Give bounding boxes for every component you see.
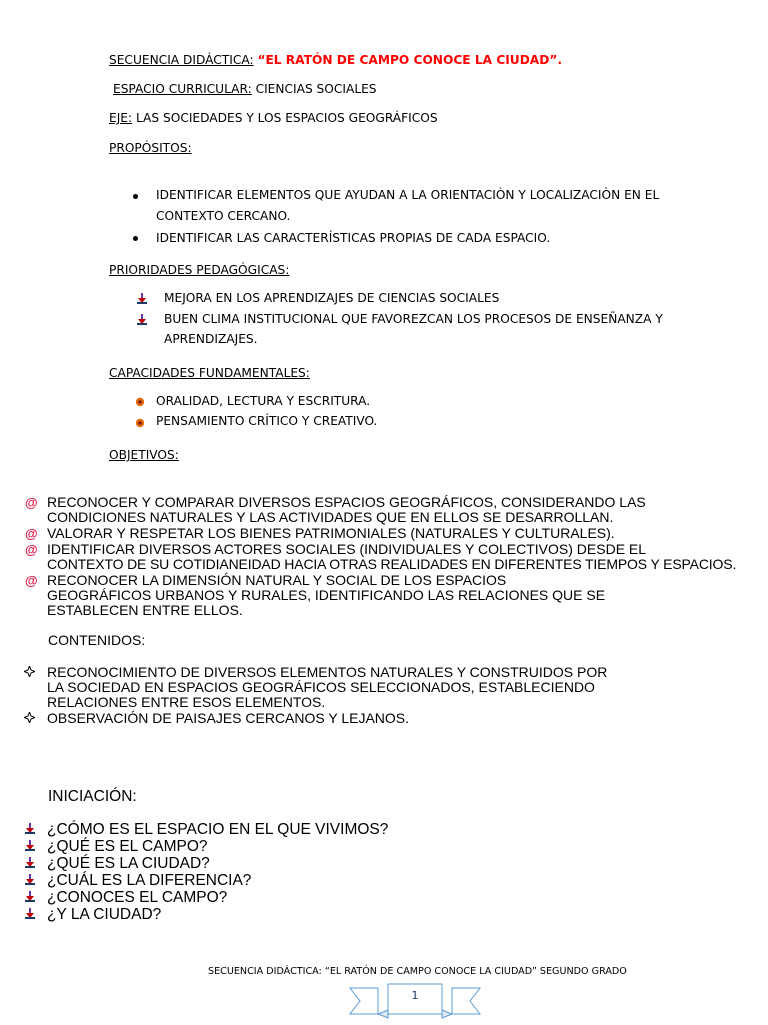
- contenido-line: LA SOCIEDAD EN ESPACIOS GEOGRÁFICOS SELECCIONADOS, ESTABLECIENDO: [47, 679, 595, 695]
- title-value: “EL RATÓN DE CAMPO CONOCE LA CIUDAD”.: [257, 53, 562, 67]
- contenido-line: RELACIONES ENTRE ESOS ELEMENTOS.: [47, 694, 326, 710]
- at-sign-icon: @: [25, 542, 38, 557]
- eje: [109, 111, 438, 125]
- page-number: 1: [411, 989, 419, 1002]
- arrow-pointer-icon: [25, 823, 35, 834]
- arrow-pointer-icon: [25, 891, 35, 902]
- arrow-pointer-icon: [25, 874, 35, 885]
- arrow-pointer-icon: [137, 314, 147, 325]
- objetivo-line: RECONOCER Y COMPARAR DIVERSOS ESPACIOS GEOGRÁFICOS, CONSIDERANDO LAS: [47, 494, 646, 510]
- objetivo-line: IDENTIFICAR DIVERSOS ACTORES SOCIALES (INDIVIDUALES Y COLECTIVOS) DESDE EL: [47, 541, 647, 557]
- iniciacion-question: ¿CONOCES EL CAMPO?: [47, 889, 228, 906]
- prioridad-item: MEJORA EN LOS APRENDIZAJES DE CIENCIAS SOCIALES: [164, 291, 500, 305]
- objetivo-line: ESTABLECEN ENTRE ELLOS.: [47, 602, 243, 618]
- arrow-pointer-icon: [137, 293, 147, 304]
- iniciacion-question: ¿CUÁL ES LA DIFERENCIA?: [47, 872, 252, 889]
- round-bullet-icon: [133, 236, 138, 241]
- iniciacion-question: ¿CÓMO ES EL ESPACIO EN EL QUE VIVIMOS?: [47, 821, 389, 838]
- eje-value: LAS SOCIEDADES Y LOS ESPACIOS GEOGRÁFICOS: [132, 111, 438, 125]
- capacidades-heading: CAPACIDADES FUNDAMENTALES:: [109, 366, 310, 380]
- at-sign-icon: @: [25, 526, 38, 541]
- objetivo-line: GEOGRÁFICOS URBANOS Y RURALES, IDENTIFICANDO LAS RELACIONES QUE SE: [47, 587, 606, 603]
- objetivo-line: RECONOCER LA DIMENSIÓN NATURAL Y SOCIAL DE LOS ESPACIOS: [47, 572, 507, 588]
- proposito-item-continuation: CONTEXTO CERCANO.: [156, 209, 291, 223]
- objetivo-line: VALORAR Y RESPETAR LOS BIENES PATRIMONIALES (NATURALES Y CULTURALES).: [47, 525, 615, 541]
- espacio-label: ESPACIO CURRICULAR:: [113, 82, 252, 96]
- at-sign-icon: @: [25, 573, 38, 588]
- arrow-pointer-icon: [25, 840, 35, 851]
- objetivo-line: CONDICIONES NATURALES Y LAS ACTIVIDADES QUE EN ELLOS SE DESARROLLAN.: [47, 509, 614, 525]
- objetivos-heading: OBJETIVOS:: [109, 448, 179, 462]
- propositos-heading: PROPÓSITOS:: [109, 141, 192, 155]
- proposito-item: IDENTIFICAR ELEMENTOS QUE AYUDAN A LA ORIENTACIÒN Y LOCALIZACIÒN EN EL: [156, 188, 660, 202]
- arrow-pointer-icon: [25, 857, 35, 868]
- eje-label: EJE:: [109, 111, 133, 125]
- proposito-item: IDENTIFICAR LAS CARACTERÍSTICAS PROPIAS DE CADA ESPACIO.: [156, 231, 551, 245]
- circle-bullet-icon: [135, 418, 145, 428]
- iniciacion-heading: INICIACIÓN:: [48, 788, 137, 805]
- diamond-bullet-icon: [24, 666, 35, 677]
- prioridad-item: BUEN CLIMA INSTITUCIONAL QUE FAVOREZCAN LOS PROCESOS DE ENSEÑANZA Y: [164, 312, 663, 326]
- contenidos-heading: CONTENIDOS:: [48, 632, 146, 648]
- arrow-pointer-icon: [25, 908, 35, 919]
- prioridades-heading: PRIORIDADES PEDAGÓGICAS:: [109, 263, 290, 277]
- round-bullet-icon: [133, 194, 138, 199]
- objetivo-line: CONTEXTO DE SU COTIDIANEIDAD HACIA OTRAS REALIDADES EN DIFERENTES TIEMPOS Y ESPACIOS.: [47, 556, 737, 572]
- contenido-line: OBSERVACIÓN DE PAISAJES CERCANOS Y LEJANOS.: [47, 710, 410, 726]
- prioridad-item-continuation: APRENDIZAJES.: [164, 332, 258, 346]
- page-number-ribbon: [348, 980, 482, 1025]
- title-label: SECUENCIA DIDÁCTICA:: [109, 53, 254, 67]
- circle-bullet-icon: [135, 397, 145, 407]
- iniciacion-question: ¿QUÉ ES LA CIUDAD?: [47, 855, 210, 872]
- contenido-line: RECONOCIMIENTO DE DIVERSOS ELEMENTOS NATURALES Y CONSTRUIDOS POR: [47, 664, 608, 680]
- document-title: [109, 53, 562, 67]
- iniciacion-question: ¿Y LA CIUDAD?: [47, 906, 162, 923]
- capacidad-item: PENSAMIENTO CRÍTICO Y CREATIVO.: [156, 414, 378, 428]
- capacidad-item: ORALIDAD, LECTURA Y ESCRITURA.: [156, 394, 371, 408]
- diamond-bullet-icon: [24, 712, 35, 723]
- footer-text: SECUENCIA DIDÁCTICA: “EL RATÓN DE CAMPO CONOCE LA CIUDAD” SEGUNDO GRADO: [208, 966, 627, 977]
- espacio-curricular: [113, 82, 377, 96]
- espacio-value: CIENCIAS SOCIALES: [251, 82, 377, 96]
- at-sign-icon: @: [25, 495, 38, 510]
- iniciacion-question: ¿QUÉ ES EL CAMPO?: [47, 838, 208, 855]
